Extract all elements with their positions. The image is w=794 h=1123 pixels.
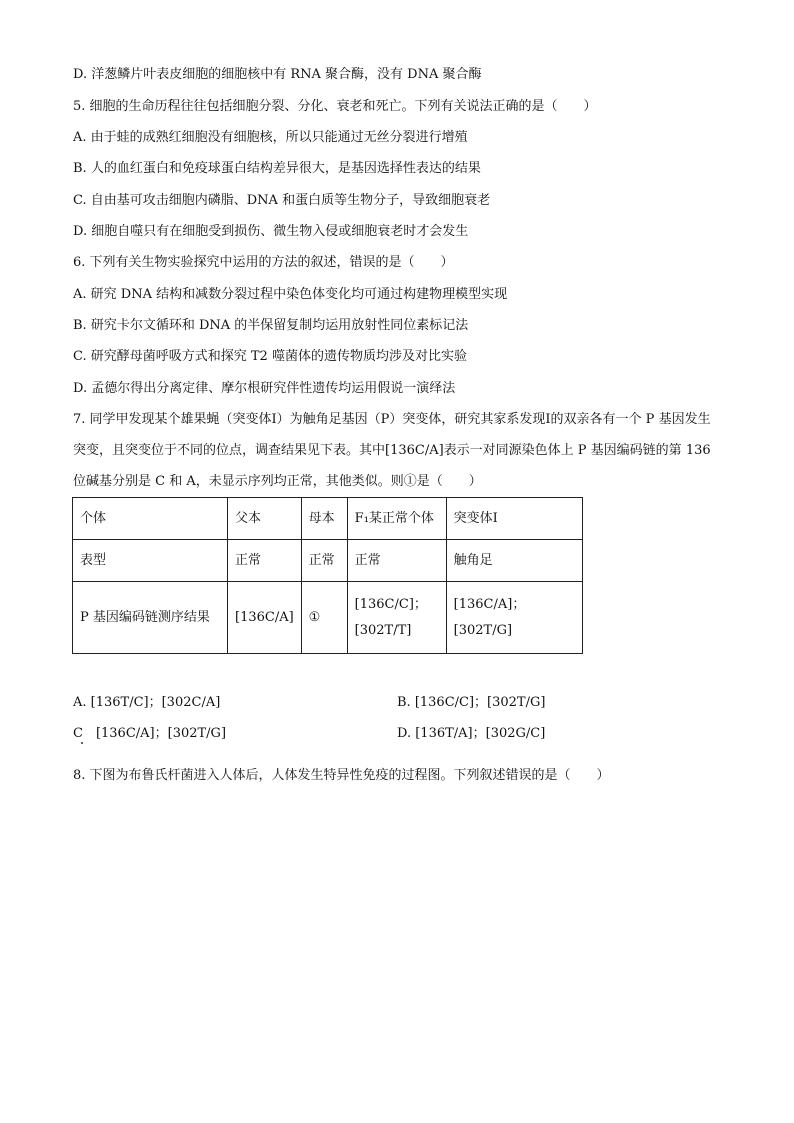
q6-option-c: C. 研究酵母菌呼吸方式和探究 T2 噬菌体的遗传物质均涉及对比实验 <box>73 349 467 364</box>
q7-option-d: D. [136T/A]；[302G/C] <box>397 726 546 741</box>
q5-option-d: D. 细胞自噬只有在细胞受到损伤、微生物入侵或细胞衰老时才会发生 <box>73 224 469 239</box>
q5-stem: 5. 细胞的生命历程往往包括细胞分裂、分化、衰老和死亡。下列有关说法正确的是（ ） <box>73 99 597 114</box>
q5-option-c: C. 自由基可攻击细胞内磷脂、DNA 和蛋白质等生物分子，导致细胞衰老 <box>73 193 491 208</box>
q6-option-d: D. 孟德尔得出分离定律、摩尔根研究伴性遗传均运用假说一演绎法 <box>73 381 456 396</box>
q6-option-b: B. 研究卡尔文循环和 DNA 的半保留复制均运用放射性同位素标记法 <box>73 318 469 333</box>
table-cell: 正常 <box>228 540 302 582</box>
table-row <box>73 540 583 582</box>
table-cell: 父本 <box>228 498 302 540</box>
table-cell: 个体 <box>73 498 228 540</box>
table-cell: [136C/C]；[302T/T] <box>347 582 446 654</box>
table-cell: 突变体Ⅰ <box>446 498 582 540</box>
genotype-table <box>72 497 583 654</box>
table-cell: 母本 <box>301 498 347 540</box>
q7-stem: 7. 同学甲发现某个雄果蝇（突变体Ⅰ）为触角足基因（P）突变体，研究其家系发现Ⅰ的双亲各有一个 P 基因发生突变，且突变位于不同的位点，调查结果见下表。其中[136C/A]表示一对同源染色体上 P 基因编码链的第 136 位碱基分别是 C 和 A，未显示序列均正常，其他类似。则①是（ ） <box>73 412 711 489</box>
table-cell: ① <box>301 582 347 654</box>
q7-option-a: A. [136T/C]；[302C/A] <box>73 695 221 710</box>
q5-option-a: A. 由于蛙的成熟红细胞没有细胞核，所以只能通过无丝分裂进行增殖 <box>73 130 468 145</box>
table-cell: 正常 <box>301 540 347 582</box>
q6-option-a: A. 研究 DNA 结构和减数分裂过程中染色体变化均可通过构建物理模型实现 <box>73 287 508 302</box>
table-row <box>73 498 583 540</box>
decorative-dot <box>81 742 83 744</box>
q7-option-b: B. [136C/C]；[302T/G] <box>397 695 546 710</box>
q6-stem: 6. 下列有关生物实验探究中运用的方法的叙述，错误的是（ ） <box>73 255 454 270</box>
table-cell: [136C/A]；[302T/G] <box>446 582 582 654</box>
table-cell: P 基因编码链测序结果 <box>73 582 228 654</box>
q5-option-b: B. 人的血红蛋白和免疫球蛋白结构差异很大，是基因选择性表达的结果 <box>73 161 481 176</box>
q8-stem: 8. 下图为布鲁氏杆菌进入人体后，人体发生特异性免疫的过程图。下列叙述错误的是（ ） <box>73 768 610 783</box>
table-cell: 表型 <box>73 540 228 582</box>
q7-option-c: C [136C/A]；[302T/G] <box>73 726 227 741</box>
table-cell: F₁某正常个体 <box>347 498 446 540</box>
q4-option-d: D. 洋葱鳞片叶表皮细胞的细胞核中有 RNA 聚合酶，没有 DNA 聚合酶 <box>73 67 482 82</box>
table-cell: 正常 <box>347 540 446 582</box>
table-row <box>73 582 583 654</box>
table-cell: 触角足 <box>446 540 582 582</box>
table-cell: [136C/A] <box>228 582 302 654</box>
